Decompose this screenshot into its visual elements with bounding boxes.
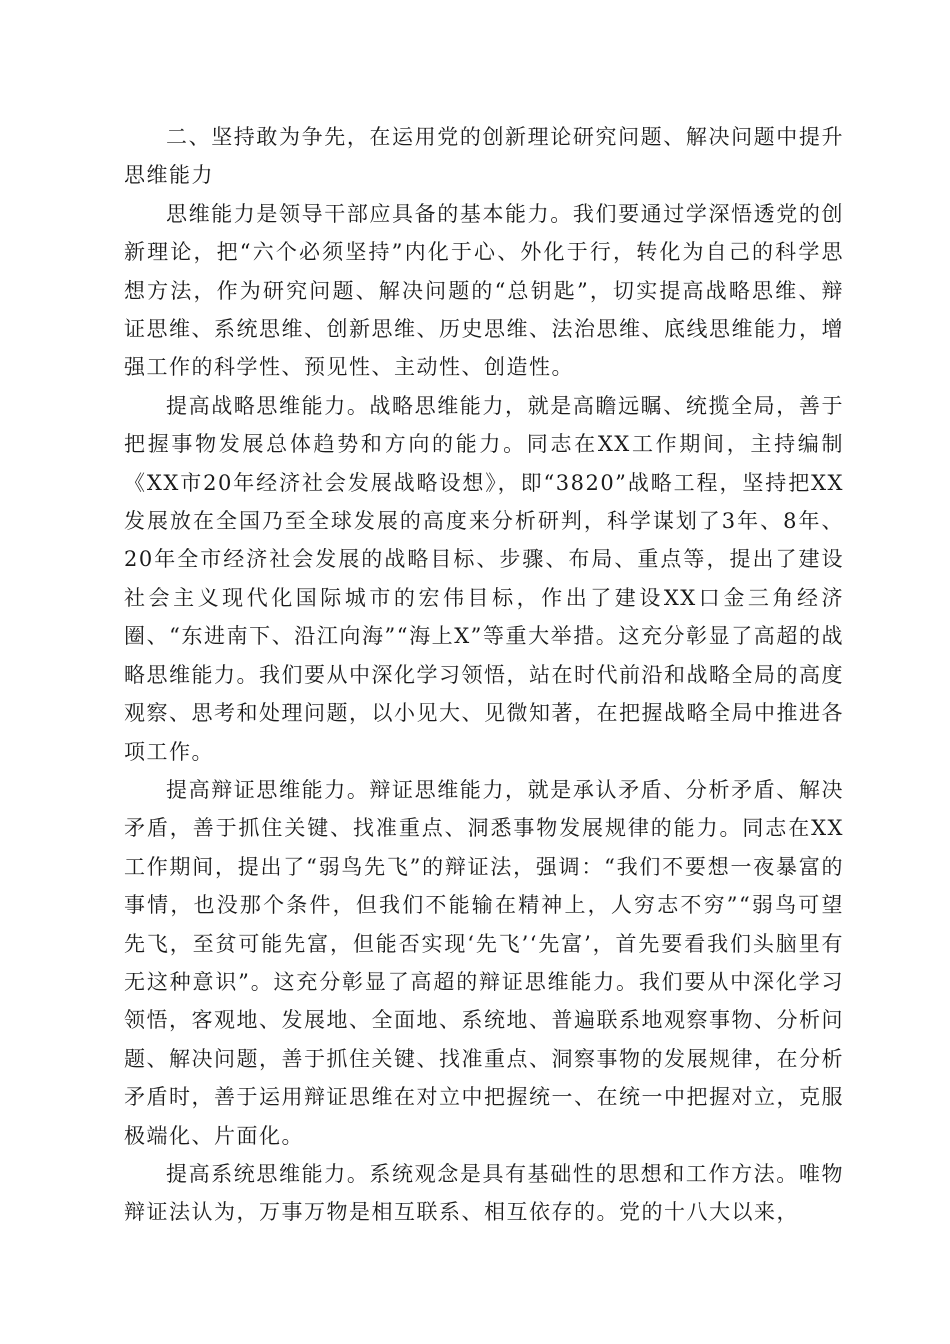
paragraph-systems-thinking: 提高系统思维能力。系统观念是具有基础性的思想和工作方法。唯物辩证法认为，万事万物是相互联系、相互依存的。党的十八大以来，: [124, 1161, 844, 1225]
paragraph-strategic-thinking: 提高战略思维能力。战略思维能力，就是高瞻远瞩、统揽全局，善于把握事物发展总体趋势和方向的能力。同志在XX工作期间，主持编制《XX市20年经济社会发展战略设想》，即“3820”战略工程，坚持把XX发展放在全国乃至全球发展的高度来分析研判，科学谋划了3年、8年、20年全市经济社会发展的战略目标、步骤、布局、重点等，提出了建设社会主义现代化国际城市的宏伟目标，作出了建设XX口金三角经济圈、“东进南下、沿江向海”“海上X”等重大举措。这充分彰显了高超的战略思维能力。我们要从中深化学习领悟，站在时代前沿和战略全局的高度观察、思考和处理问题，以小见大、见微知著，在把握战略全局中推进各项工作。: [124, 393, 844, 764]
section-heading: 二、坚持敢为争先，在运用党的创新理论研究问题、解决问题中提升思维能力: [124, 125, 844, 188]
paragraph-dialectical-thinking: 提高辩证思维能力。辩证思维能力，就是承认矛盾、分析矛盾、解决矛盾，善于抓住关键、找准重点、洞悉事物发展规律的能力。同志在XX工作期间，提出了“弱鸟先飞”的辩证法，强调：“我们不要想一夜暴富的事情，也没那个条件，但我们不能输在精神上，人穷志不穷”“弱鸟可望先飞，至贫可能先富，但能否实现‘先飞’‘先富’，首先要看我们头脑里有无这种意识”。这充分彰显了高超的辩证思维能力。我们要从中深化学习领悟，客观地、发展地、全面地、系统地、普遍联系地观察事物、分析问题、解决问题，善于抓住关键、找准重点、洞察事物的发展规律，在分析矛盾时，善于运用辩证思维在对立中把握统一、在统一中把握对立，克服极端化、片面化。: [124, 777, 844, 1148]
paragraph-intro: 思维能力是领导干部应具备的基本能力。我们要通过学深悟透党的创新理论，把“六个必须坚持”内化于心、外化于行，转化为自己的科学思想方法，作为研究问题、解决问题的“总钥匙”，切实提高战略思维、辩证思维、系统思维、创新思维、历史思维、法治思维、底线思维能力，增强工作的科学性、预见性、主动性、创造性。: [124, 201, 844, 380]
document-body: [124, 118, 844, 1232]
